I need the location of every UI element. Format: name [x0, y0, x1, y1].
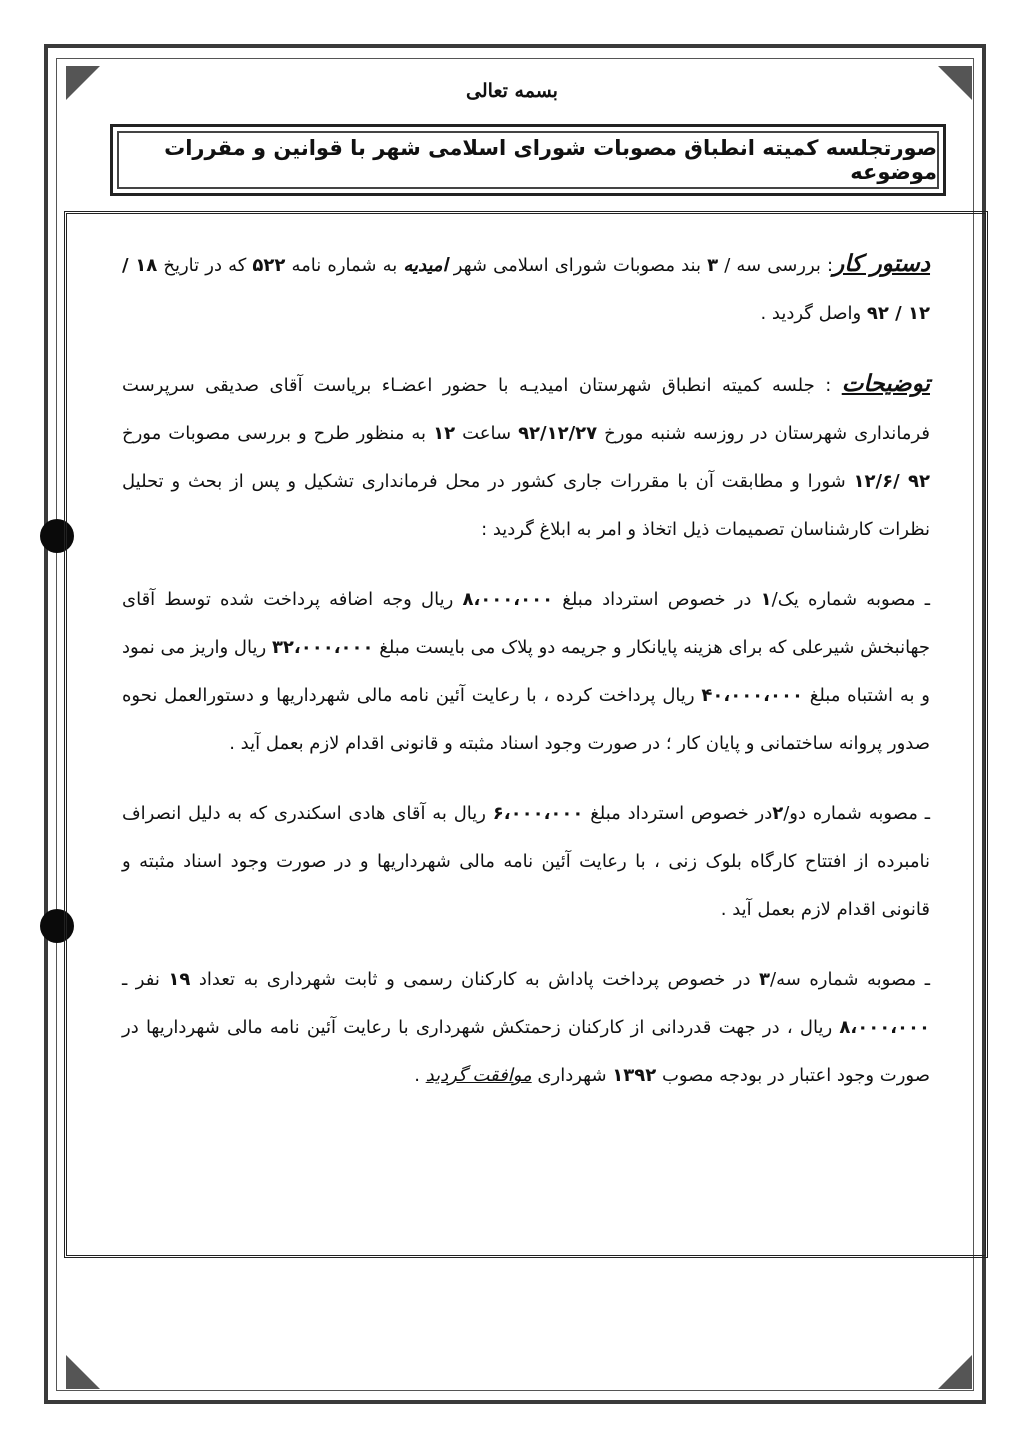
resolution-amount: ۸،۰۰۰،۰۰۰ [462, 589, 554, 610]
resolution-amount: ۶،۰۰۰،۰۰۰ [492, 803, 584, 824]
resolution-number: ۲ [772, 803, 784, 824]
resolution-text: ریال واریز می نمود و به اشتباه مبلغ [122, 637, 930, 706]
notes-meeting-date: ۹۲/۱۲/۲۷ [518, 423, 598, 444]
resolution-text: نفر ـ [122, 969, 169, 990]
resolution-3 [122, 956, 930, 1100]
agenda-letter-number: ۵۲۲ [252, 255, 286, 276]
agenda-count: ۳ [707, 255, 719, 276]
notes-text: : جلسه کمیته انطباق شهرستان امیدیـه با حضور اعضـاء بریاست آقای صدیقی سرپرست فرمانداری شهرستان در روزسه شنبه مورخ [122, 375, 930, 444]
agenda-text: که در تاریخ [157, 255, 253, 276]
document-body [122, 240, 930, 1122]
notes-paragraph [122, 360, 930, 554]
resolution-text: ـ مصوبه شماره سه/ [770, 969, 930, 990]
resolution-number: ۳ [759, 969, 771, 990]
resolution-text: در خصوص پرداخت پاداش به کارکنان رسمی و ثابت شهرداری به تعداد [190, 969, 760, 990]
resolution-budget-year: ۱۳۹۲ [612, 1065, 657, 1086]
resolution-text: ریال پرداخت کرده ، با رعایت آئین نامه مالی شهرداریها و دستورالعمل نحوه صدور پروانه ساختمانی و پایان کار ؛ در صورت وجود اسناد مثبته و قانونی اقدام لازم بعمل آید . [122, 685, 930, 754]
resolution-amount: ۳۲،۰۰۰،۰۰۰ [271, 637, 374, 658]
invocation-heading: بسمه تعالی [466, 80, 558, 102]
notes-label: توضیحات [841, 370, 930, 397]
resolution-text: شهرداری [531, 1065, 613, 1086]
agenda-label: دستور کار [833, 250, 931, 277]
resolution-amount: ۸،۰۰۰،۰۰۰ [839, 1017, 930, 1038]
resolution-staff-count: ۱۹ [168, 969, 191, 990]
document-title: صورتجلسه کمیته انطباق مصوبات شورای اسلامی شهر با قوانین و مقررات موضوعه [117, 131, 939, 189]
resolution-text: در خصوص استرداد مبلغ [553, 589, 761, 610]
agenda-text: : بررسی سه / [718, 255, 834, 276]
notes-approval-date: ۹۲ /۱۲/۶ [853, 471, 931, 492]
notes-text: شورا و مطابقت آن با مقررات جاری کشور در محل فرمانداری تشکیل و پس از بحث و تحلیل نظرات کارشناسان تصمیمات ذیل اتخاذ و امر به ابلاغ گردید : [122, 471, 930, 540]
resolution-2 [122, 790, 930, 934]
corner-ornament-bottom-right [938, 1355, 972, 1389]
notes-text: به منظور طرح و بررسی مصوبات مورخ [122, 423, 434, 444]
notes-text: ساعت [455, 423, 519, 444]
agenda-text: بند مصوبات شورای اسلامی شهر [447, 255, 708, 276]
agenda-text: واصل گردید . [760, 303, 867, 324]
resolution-text: در خصوص استرداد مبلغ [583, 803, 773, 824]
resolution-text: ـ مصوبه شماره دو/ [783, 803, 930, 824]
title-box [110, 124, 946, 196]
resolution-text: ریال ، در جهت قدردانی از کارکنان زحمتکش شهرداری با رعایت آئین نامه مالی شهرداریها در صورت وجود اعتبار در بودجه مصوب [122, 1017, 930, 1086]
resolution-text: ـ مصوبه شماره یک/ [771, 589, 930, 610]
corner-ornament-bottom-left [66, 1355, 100, 1389]
agenda-date: ۱۸ / ۱۲ / ۹۲ [122, 255, 930, 324]
resolution-number: ۱ [760, 589, 772, 610]
agenda-city: امیدیه [403, 255, 448, 276]
notes-hour: ۱۲ [433, 423, 456, 444]
resolution-amount: ۴۰،۰۰۰،۰۰۰ [701, 685, 803, 706]
agenda-paragraph [122, 240, 930, 338]
resolution-text: ریال وجه اضافه پرداخت شده توسط آقای جهانبخش شیرعلی که برای هزینه پایانکار و جریمه دو پلاک می بایست مبلغ [122, 589, 930, 658]
resolution-text: ریال به آقای هادی اسکندری که به دلیل انصراف نامبرده از افتتاح کارگاه بلوک زنی ، با رعایت آئین نامه مالی شهرداریها و در صورت وجود اسناد مثبته و قانونی اقدام لازم بعمل آید . [122, 803, 930, 920]
resolution-text: . [414, 1065, 426, 1086]
agenda-text: به شماره نامه [285, 255, 404, 276]
resolution-agreed: موافقت گردید [425, 1065, 532, 1086]
resolution-1 [122, 576, 930, 768]
